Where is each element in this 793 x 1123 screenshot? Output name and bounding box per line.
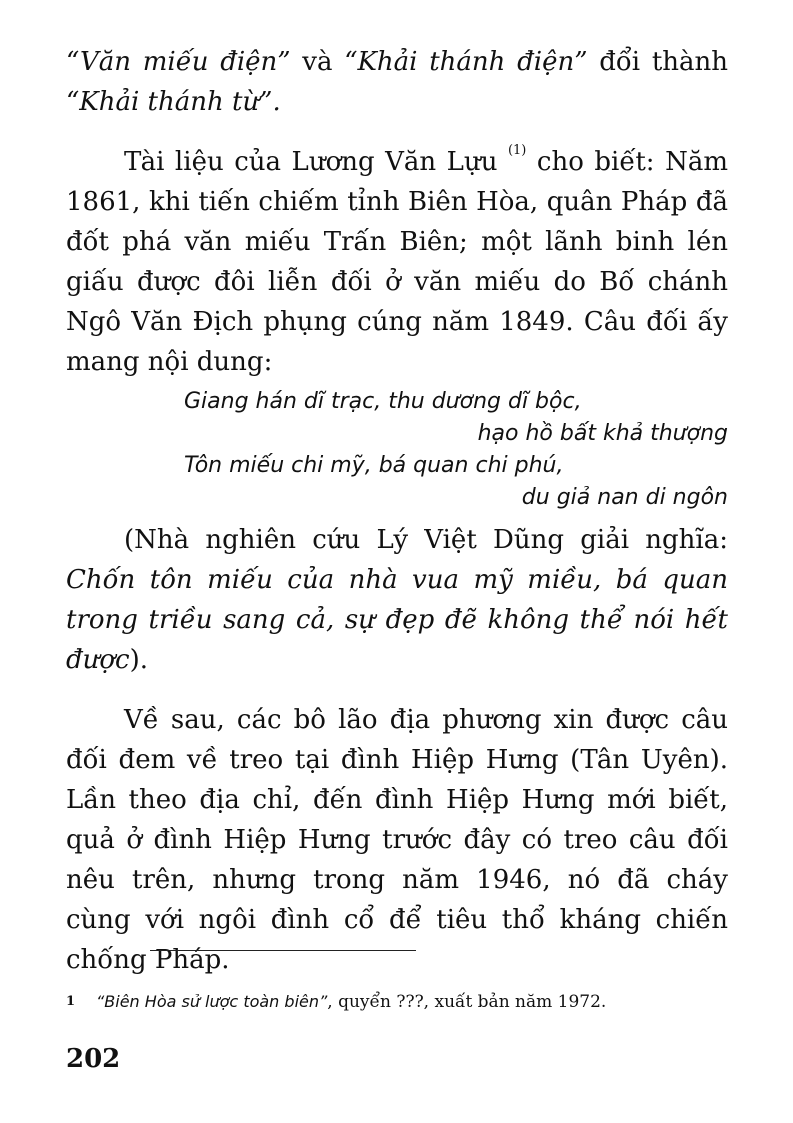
quote-khai-thanh-tu: “Khải thánh từ”. bbox=[66, 87, 281, 117]
paragraph-2 bbox=[66, 142, 728, 382]
text: đổi thành bbox=[587, 47, 729, 77]
quote-khai-thanh-dien: “Khải thánh điện” bbox=[344, 47, 588, 77]
quote-van-mieu-dien: “Văn miếu điện” bbox=[66, 47, 291, 77]
translation: Chốn tôn miếu của nhà vua mỹ miều, bá quan trong triều sang cả, sự đẹp đẽ không thể nói hết được bbox=[66, 565, 728, 675]
footnote bbox=[66, 990, 728, 1014]
couplet-line-3: Tôn miếu chi mỹ, bá quan chi phú, bbox=[184, 453, 564, 478]
couplet-line-2: hạo hồ bất khả thượng bbox=[477, 421, 728, 446]
footnote-mark: 1 bbox=[66, 994, 76, 1009]
footnote-reference: (1) bbox=[507, 143, 527, 158]
text: và bbox=[290, 47, 345, 77]
couplet-line-4: du giả nan di ngôn bbox=[521, 485, 728, 510]
paragraph-3 bbox=[66, 520, 728, 680]
footnote-title: “Biên Hòa sử lược toàn biên” bbox=[96, 992, 328, 1011]
text: Tài liệu của Lương Văn Lựu bbox=[124, 147, 508, 177]
page-body bbox=[66, 42, 728, 980]
page-number: 202 bbox=[66, 1044, 121, 1074]
couplet bbox=[66, 386, 728, 514]
text: cho biết: Năm 1861, khi tiến chiếm tỉnh Biên Hòa, quân Pháp đã đốt phá văn miếu Trấn Biên; một lãnh binh lén giấu được đôi liễn đối ở văn miếu do Bố chánh Ngô Văn Địch phụng cúng năm 1849. Câu đối ấy mang nội dung: bbox=[66, 147, 728, 377]
couplet-line-1: Giang hán dĩ trạc, thu dương dĩ bộc, bbox=[184, 389, 582, 414]
text: (Nhà nghiên cứu Lý Việt Dũng giải nghĩa: bbox=[124, 525, 728, 555]
paragraph-1 bbox=[66, 42, 728, 122]
text: ). bbox=[129, 645, 149, 675]
footnote-divider bbox=[150, 950, 416, 951]
paragraph-4: Về sau, các bô lão địa phương xin được câu đối đem về treo tại đình Hiệp Hưng (Tân Uyên). Lần theo địa chỉ, đến đình Hiệp Hưng mới biết, quả ở đình Hiệp Hưng trước đây có treo câu đối nêu trên, nhưng trong năm 1946, nó đã cháy cùng với ngôi đình cổ để tiêu thổ kháng chiến chống Pháp. bbox=[66, 705, 728, 975]
footnote-text: , quyển ???, xuất bản năm 1972. bbox=[327, 992, 607, 1012]
